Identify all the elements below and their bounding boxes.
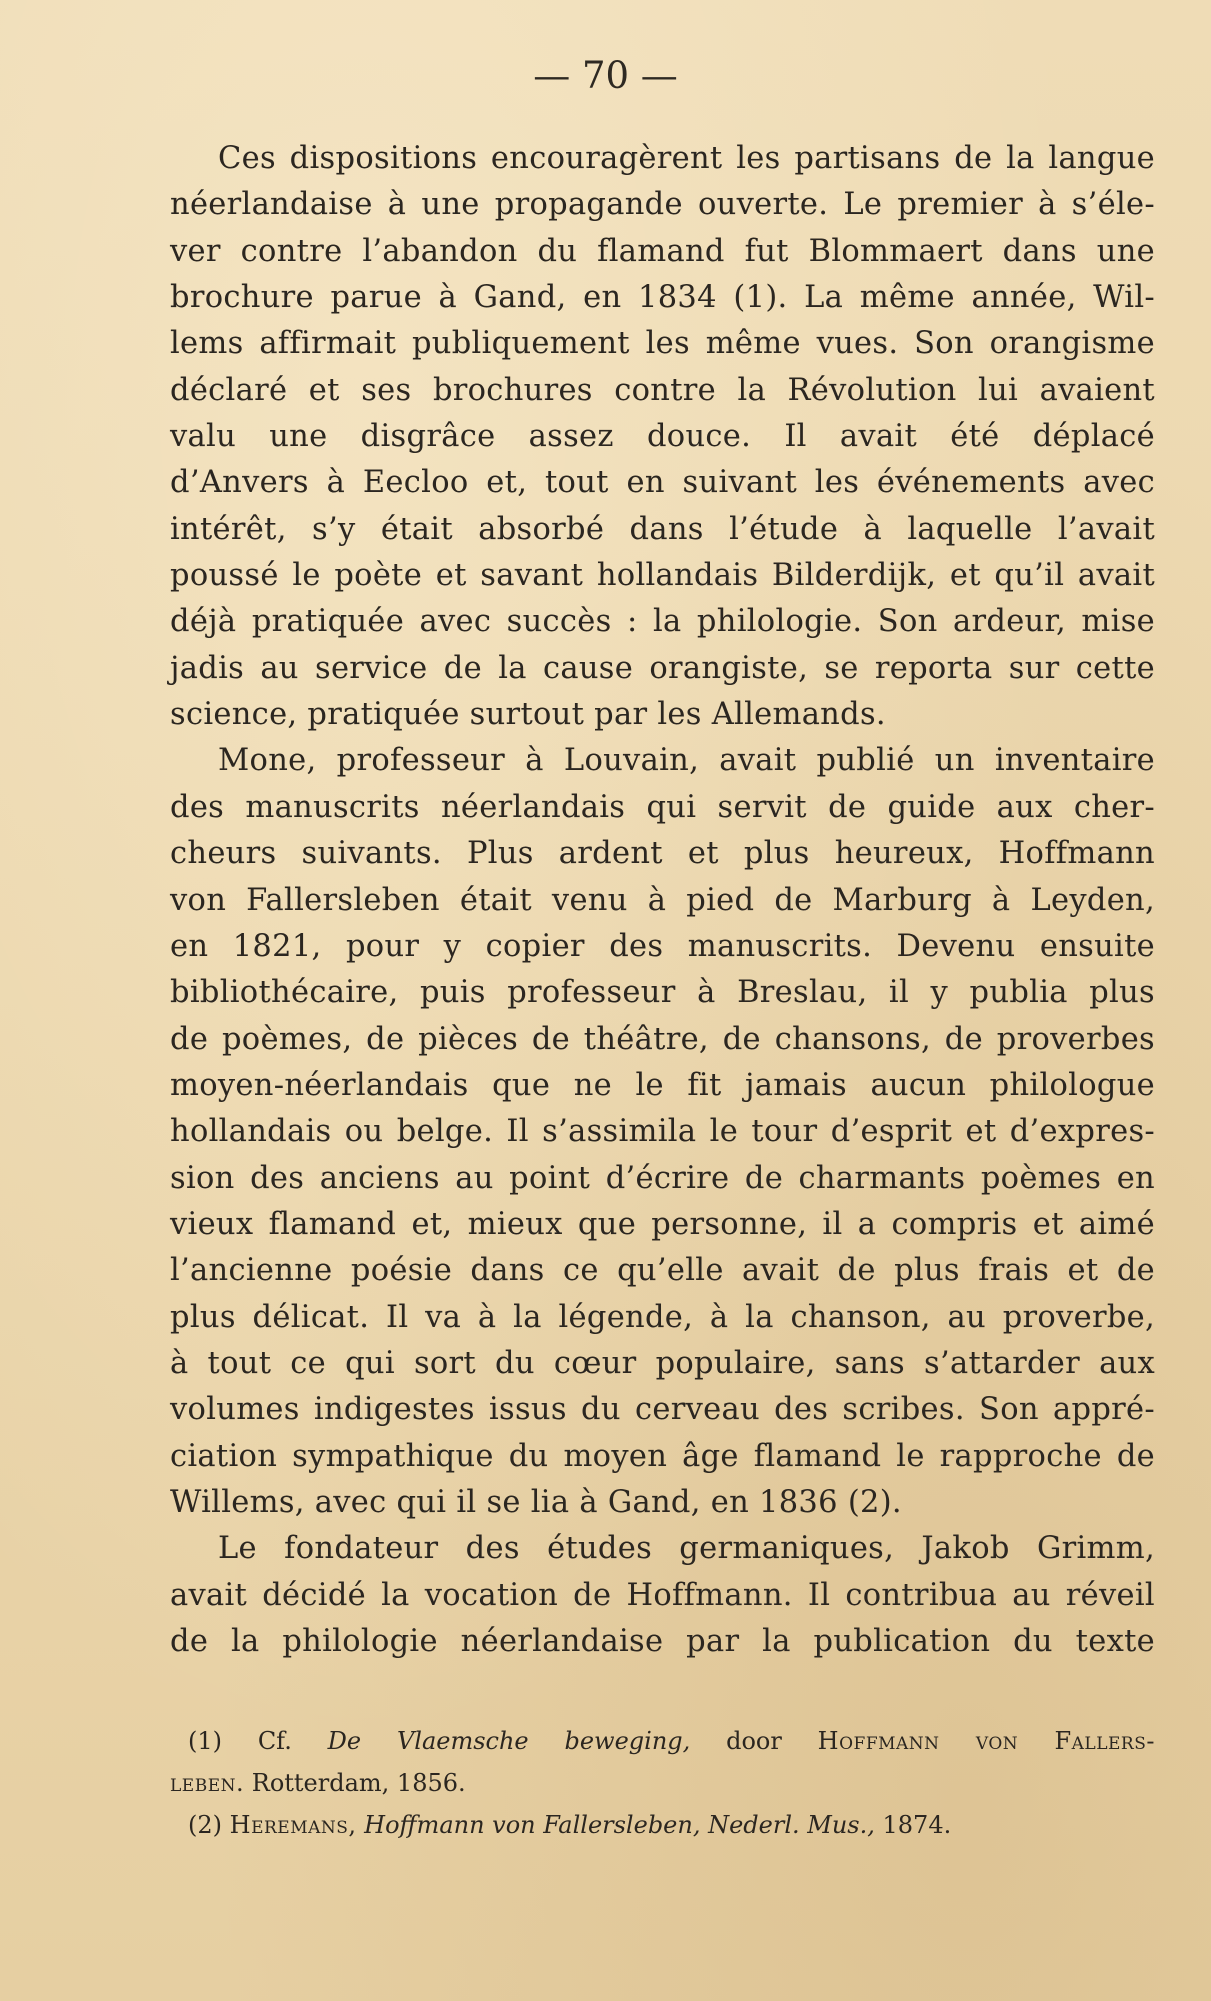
text-line: vieux flamand et, mieux que personne, il a compris et aimé [170,1206,1155,1242]
text-line: de la philologie néerlandaise par la publication du texte [170,1624,1155,1659]
footnote-author: leben. [170,1769,245,1797]
text-line: intérêt, s’y était absorbé dans l’étude à laquelle l’avait [170,511,1155,547]
text-line: science, pratiquée surtout par les Allemands. [170,697,886,733]
text-line: hollandais ou belge. Il s’assimila le tour d’esprit et d’expres- [170,1114,1155,1150]
footnote-marker: (2) [188,1811,222,1839]
text-line: cheurs suivants. Plus ardent et plus heureux, Hoffmann [170,836,1155,872]
text-line: avait décidé la vocation de Hoffmann. Il contribua au réveil [170,1577,1155,1613]
text-line: volumes indigestes issus du cerveau des scribes. Son appré- [170,1392,1155,1428]
body-text [170,136,1155,1665]
text-line: de poèmes, de pièces de théâtre, de chansons, de proverbes [170,1021,1155,1057]
footnotes [170,1720,1155,1846]
footnote-1 [188,1720,1155,1762]
text-line: von Fallersleben était venu à pied de Marburg à Leyden, [170,882,1155,918]
text-line: ver contre l’abandon du flamand fut Blommaert dans une [170,233,1155,269]
footnote-1-continued [170,1762,1155,1804]
text-line: Le fondateur des études germaniques, Jakob Grimm, [218,1531,1155,1567]
footnote-text: door [726,1727,782,1755]
text-line: bibliothécaire, puis professeur à Breslau, il y publia plus [170,975,1155,1011]
text-line: ciation sympathique du moyen âge flamand le rapproche de [170,1438,1155,1474]
text-line: Ces dispositions encouragèrent les partisans de la langue [218,141,1155,176]
text-line: en 1821, pour y copier des manuscrits. Devenu ensuite [170,928,1155,964]
text-line: valu une disgrâce assez douce. Il avait été déplacé [170,419,1155,455]
footnote-year: 1874. [882,1811,952,1839]
footnote-text: Rotterdam, 1856. [251,1769,466,1797]
text-line: à tout ce qui sort du cœur populaire, sans s’attarder aux [170,1345,1155,1381]
text-line: poussé le poète et savant hollandais Bilderdijk, et qu’il avait [170,558,1155,594]
text-line: d’Anvers à Eecloo et, tout en suivant les événements avec [170,465,1155,501]
text-line: plus délicat. Il va à la légende, à la chanson, au proverbe, [170,1299,1155,1335]
page-number: — 70 — [533,54,678,97]
footnote-title: Hoffmann von Fallersleben, Nederl. Mus., [364,1811,875,1839]
text-line: moyen-néerlandais que ne le fit jamais aucun philologue [170,1067,1155,1103]
text-line: des manuscrits néerlandais qui servit de guide aux cher- [170,789,1155,825]
text-line: Willems, avec qui il se lia à Gand, en 1836 (2). [170,1484,902,1520]
footnote-author: Hoffmann von Fallers- [817,1727,1155,1755]
text-line: déjà pratiquée avec succès : la philologie. Son ardeur, mise [170,604,1155,640]
text-line: lems affirmait publiquement les même vues. Son orangisme [170,326,1155,362]
footnote-2 [188,1804,1155,1846]
text-line: sion des anciens au point d’écrire de charmants poèmes en [170,1160,1155,1196]
footnote-title: De Vlaemsche beweging, [327,1727,691,1755]
text-line: néerlandaise à une propagande ouverte. Le premier à s’éle- [170,187,1155,223]
footnote-author: Heremans, [229,1811,357,1839]
text-line: l’ancienne poésie dans ce qu’elle avait de plus frais et de [170,1253,1155,1289]
footnote-marker: (1) Cf. [188,1727,292,1755]
text-line: Mone, professeur à Louvain, avait publié un inventaire [218,743,1155,779]
text-line: brochure parue à Gand, en 1834 (1). La même année, Wil- [170,280,1155,316]
text-line: jadis au service de la cause orangiste, se reporta sur cette [170,650,1155,686]
text-line: déclaré et ses brochures contre la Révolution lui avaient [170,372,1155,408]
